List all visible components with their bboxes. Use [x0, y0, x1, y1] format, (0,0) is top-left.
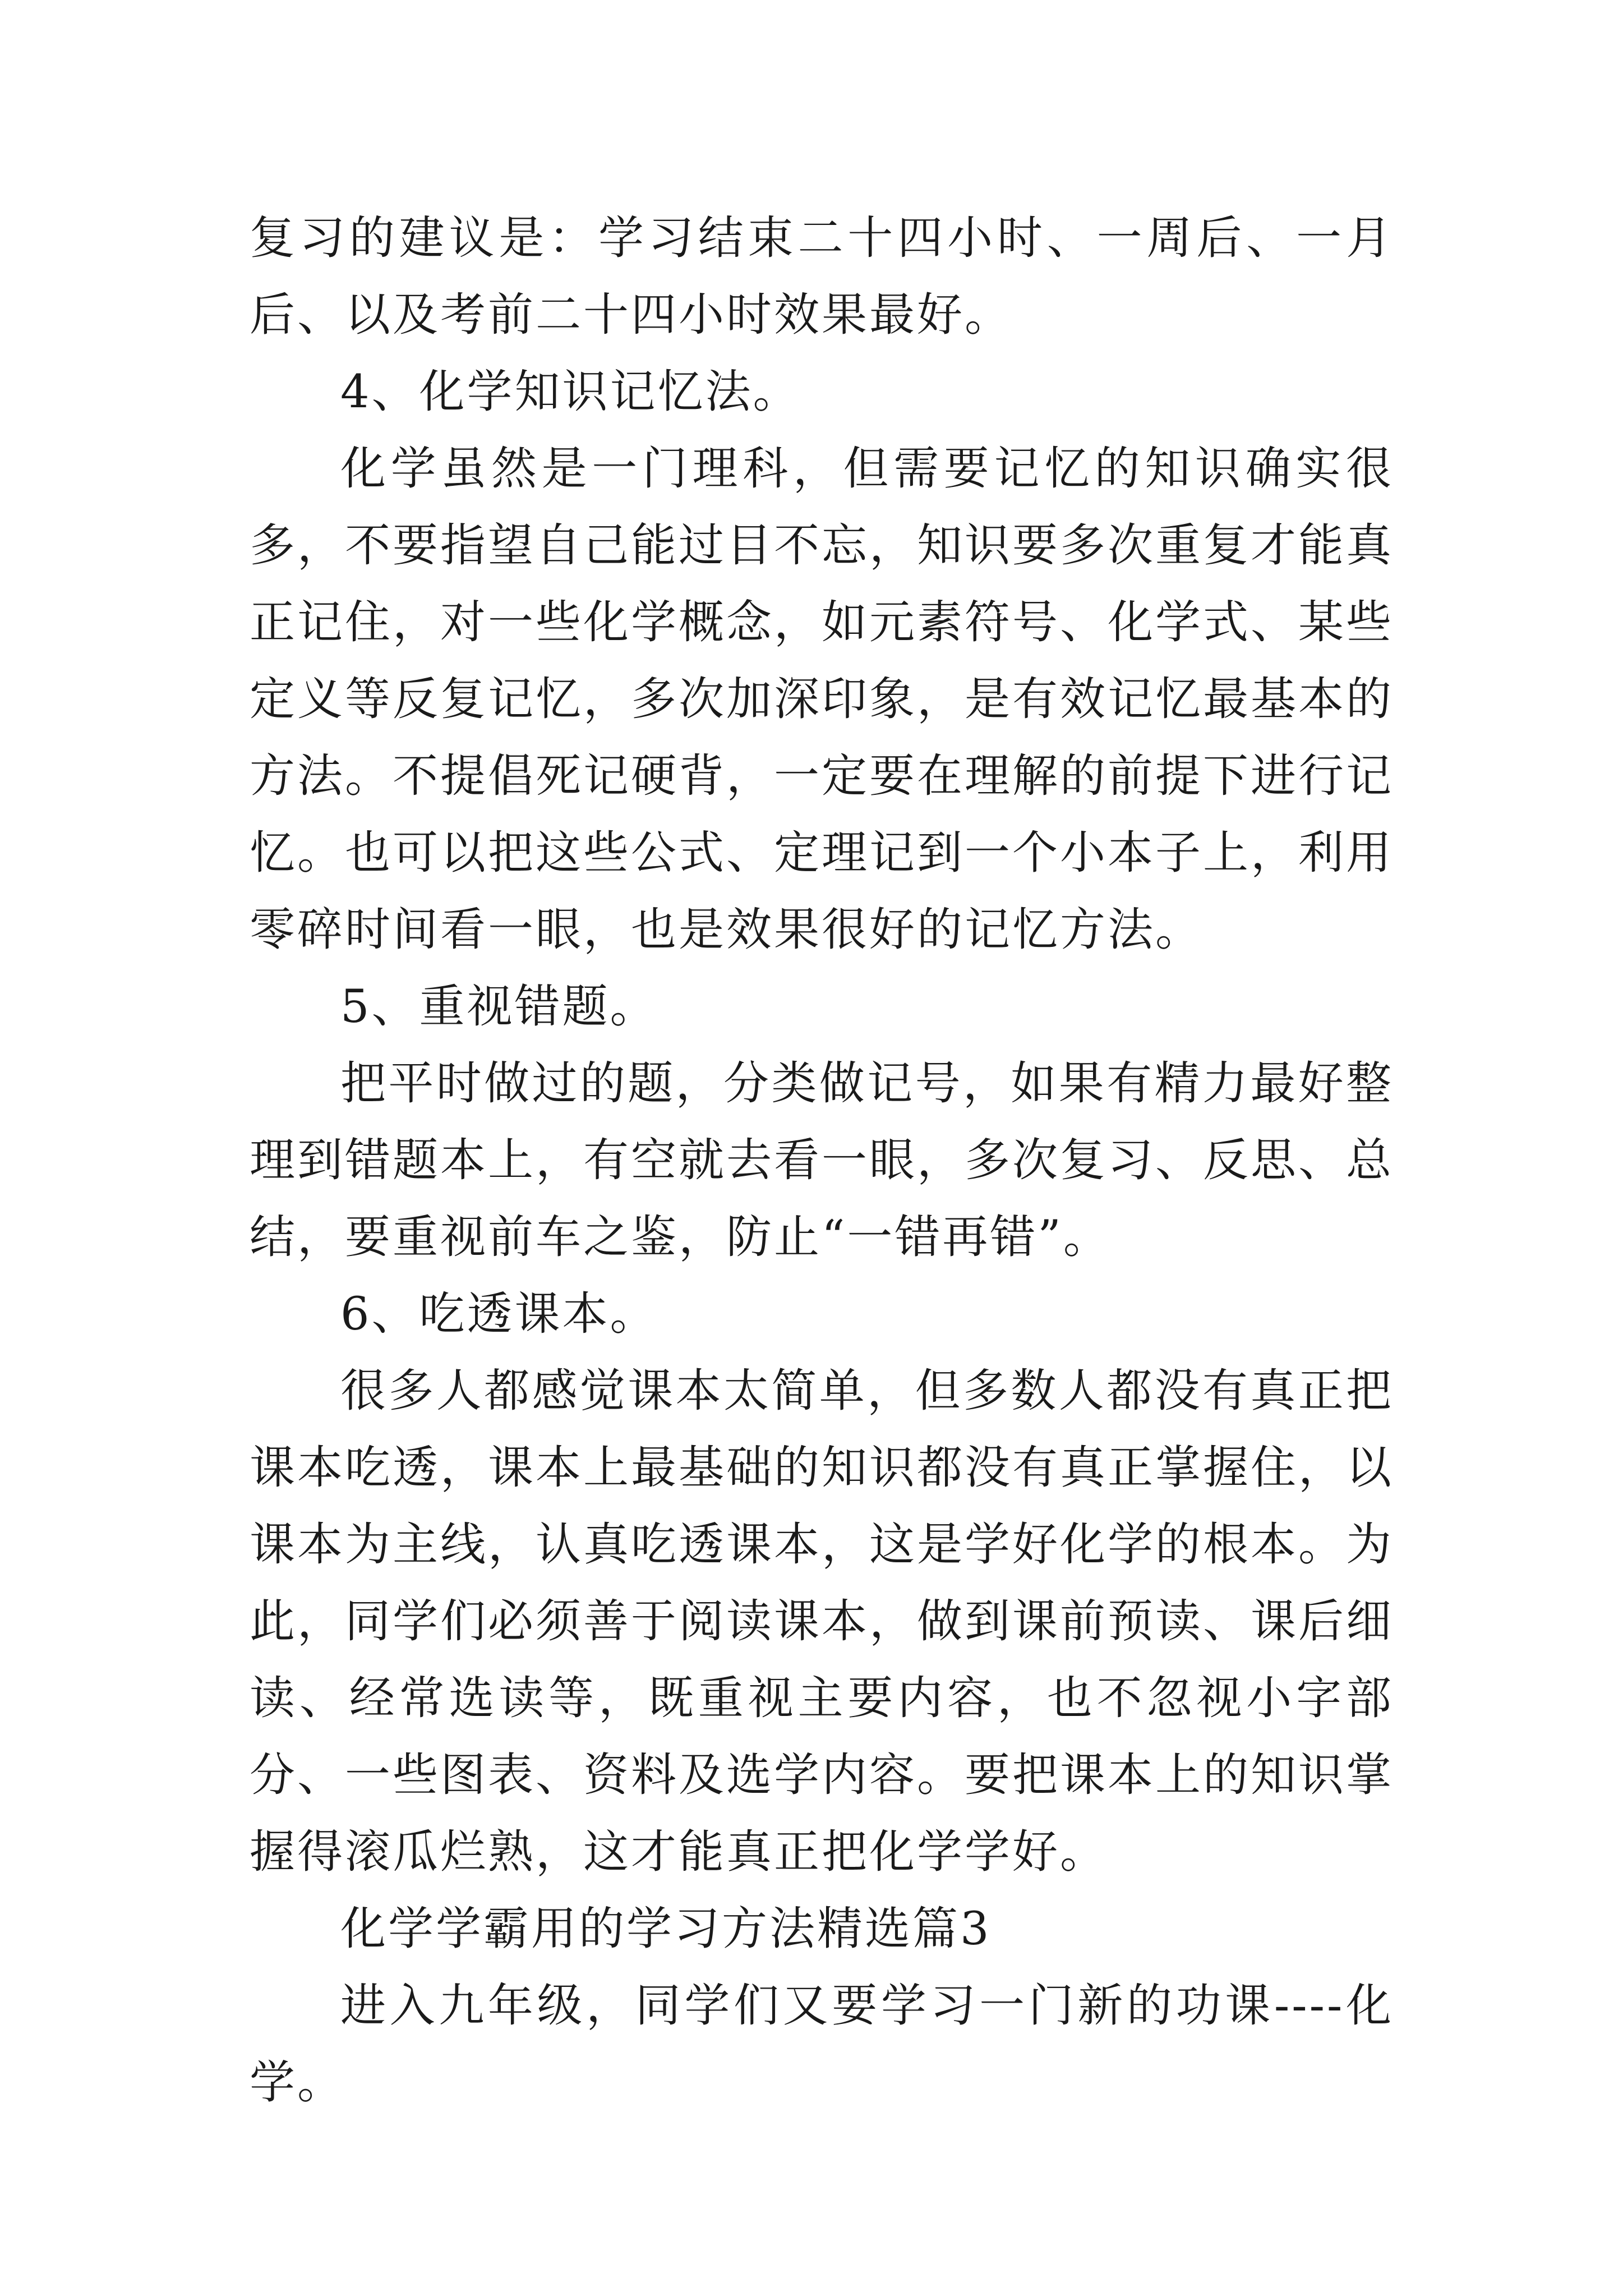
paragraph-textbook: 很多人都感觉课本太简单，但多数人都没有真正把课本吃透，课本上最基础的知识都没有真正掌握住，以课本为主线，认真吃透课本，这是学好化学的根本。为此，同学们必须善于阅读课本，做到课前预读、课后细读、经常选读等，既重视主要内容，也不忽视小字部分、一些图表、资料及选学内容。要把课本上的知识掌握得滚瓜烂熟，这才能真正把化学学好。: [250, 1365, 1394, 1879]
paragraph-memory-method: 化学虽然是一门理科，但需要记忆的知识确实很多，不要指望自己能过目不忘，知识要多次重复才能真正记住，对一些化学概念，如元素符号、化学式、某些定义等反复记忆，多次加深印象，是有效记忆最基本的方法。不提倡死记硬背，一定要在理解的前提下进行记忆。也可以把这些公式、定理记到一个小本子上，利用零碎时间看一眼，也是效果很好的记忆方法。: [250, 443, 1394, 956]
heading-mistakes: 5、重视错题。: [340, 981, 658, 1033]
paragraph-review-advice: 复习的建议是：学习结束二十四小时、一周后、一月后、以及考前二十四小时效果最好。: [250, 212, 1394, 342]
paragraph-intro-grade-9: 进入九年级，同学们又要学习一门新的功课----化学。: [250, 1980, 1394, 2109]
document-body: [250, 200, 1394, 2122]
heading-textbook: 6、吃透课本。: [340, 1288, 658, 1341]
section-title-part-3: 化学学霸用的学习方法精选篇3: [340, 1903, 992, 1955]
heading-memory-method: 4、化学知识记忆法。: [340, 366, 801, 418]
paragraph-mistakes: 把平时做过的题，分类做记号，如果有精力最好整理到错题本上，有空就去看一眼，多次复习、反思、总结，要重视前车之鉴，防止“一错再错”。: [250, 1057, 1394, 1264]
